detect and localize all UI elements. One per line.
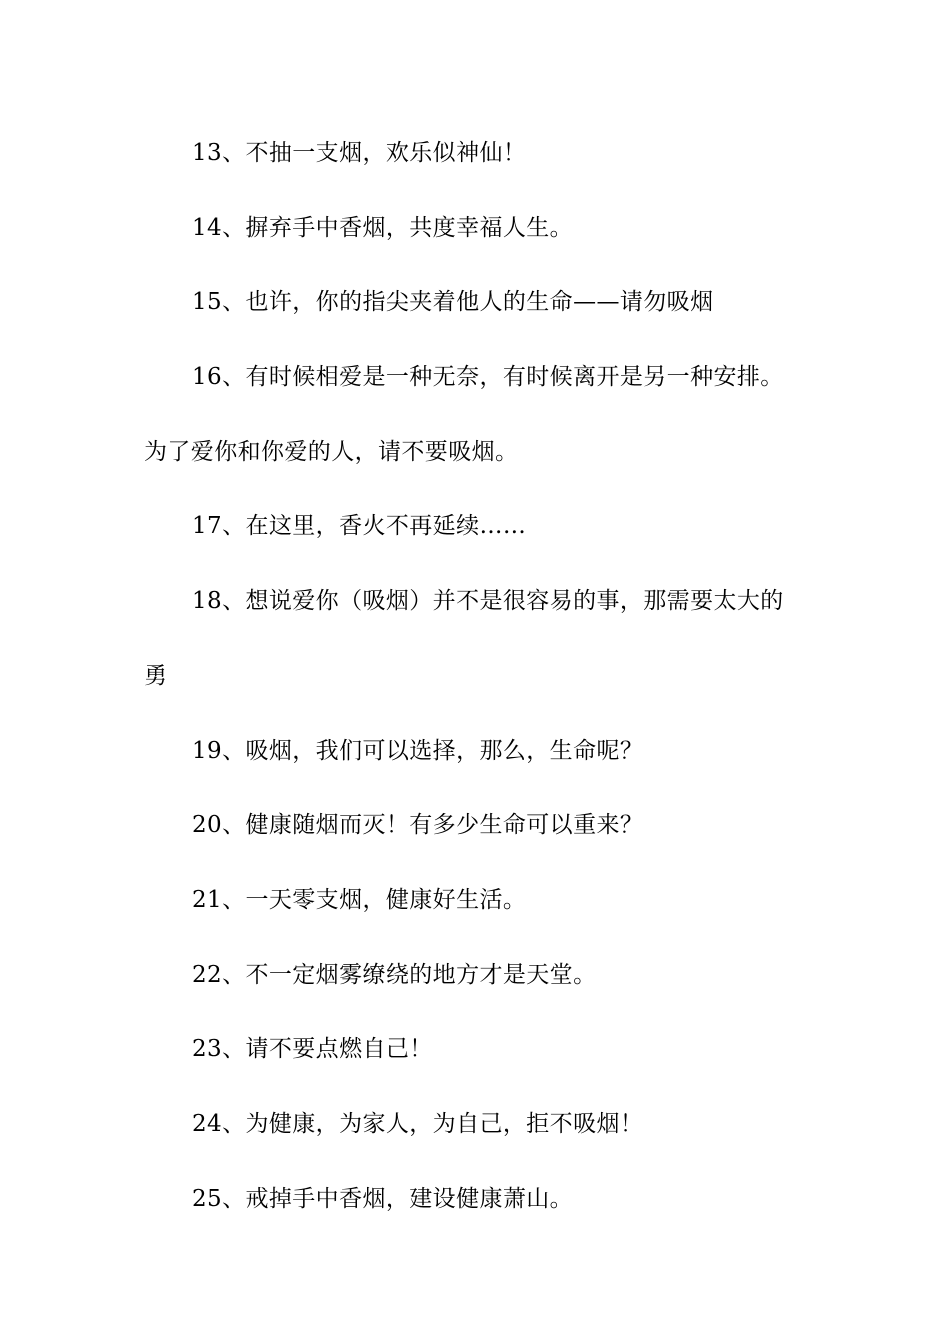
slogan-13: 13、不抽一支烟，欢乐似神仙！ (192, 140, 527, 166)
slogan-21: 21、一天零支烟，健康好生活。 (192, 886, 527, 913)
slogan-17: 17、在这里，香火不再延续…… (192, 513, 527, 540)
slogan-20: 20、健康随烟而灭！有多少生命可以重来？ (192, 812, 644, 839)
slogan-18-line-1: 18、想说爱你（吸烟）并不是很容易的事，那需要太大的 (192, 588, 784, 615)
slogan-14: 14、摒弃手中香烟，共度幸福人生。 (192, 214, 574, 241)
slogan-25: 25、戒掉手中香烟，建设健康萧山。 (192, 1185, 574, 1212)
slogan-18-line-2: 勇 (144, 662, 168, 689)
document-body (144, 133, 810, 1253)
slogan-15: 15、也许，你的指尖夹着他人的生命——请勿吸烟 (192, 289, 714, 316)
slogan-16-line-2: 为了爱你和你爱的人，请不要吸烟。 (144, 438, 519, 465)
slogan-16-line-1: 16、有时候相爱是一种无奈，有时候离开是另一种安排。 (192, 364, 784, 391)
slogan-22: 22、不一定烟雾缭绕的地方才是天堂。 (192, 961, 597, 988)
slogan-23: 23、请不要点燃自己！ (192, 1036, 433, 1063)
slogan-19: 19、吸烟，我们可以选择，那么，生命呢？ (192, 737, 644, 764)
slogan-24: 24、为健康，为家人，为自己，拒不吸烟！ (192, 1110, 644, 1137)
